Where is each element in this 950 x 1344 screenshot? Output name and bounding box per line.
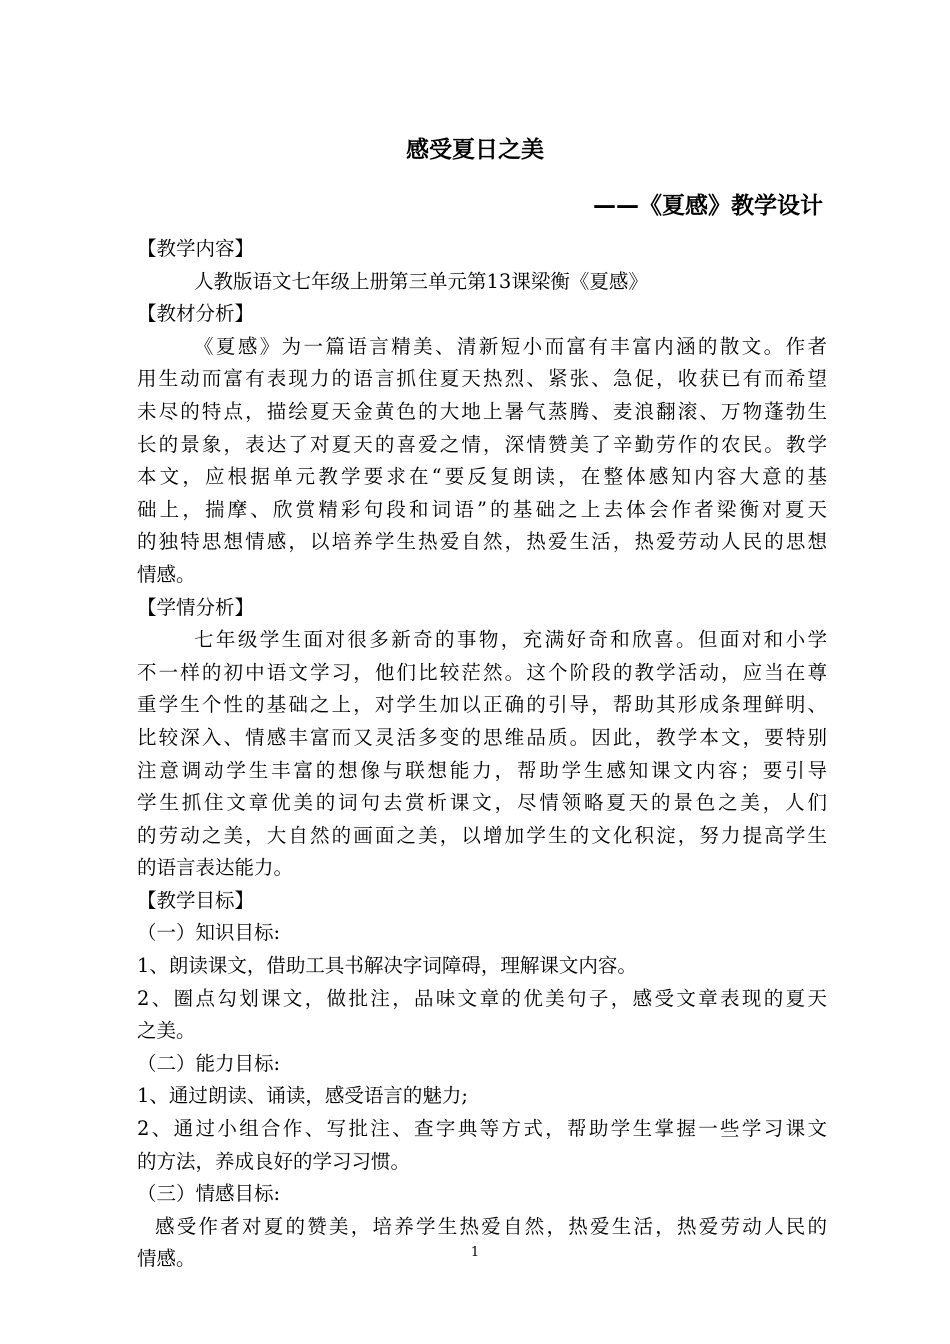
subsection-heading-emotion: （三）情感目标: <box>137 1182 281 1206</box>
section-heading-material-analysis: 【教材分析】 <box>137 302 255 326</box>
paragraph-line: 不一样的初中语文学习，他们比较茫然。这个阶段的教学活动，应当在尊 <box>137 660 827 684</box>
paragraph-line: 《夏感》为一篇语言精美、清新短小而富有丰富内涵的散文。作者 <box>194 334 827 358</box>
paragraph-line: 的语言表达能力。 <box>137 856 294 880</box>
document-title: 感受夏日之美 <box>406 137 544 163</box>
paragraph-line: 础上，揣摩、欣赏精彩句段和词语”的基础之上去体会作者梁衡对夏天 <box>137 497 827 521</box>
paragraph-line: 本文，应根据单元教学要求在“要反复朗读，在整体感知内容大意的基 <box>137 465 827 489</box>
subsection-heading-ability: （二）能力目标: <box>137 1051 281 1075</box>
list-item: 2、通过小组合作、写批注、查字典等方式，帮助学生掌握一些学习课文 <box>137 1117 827 1141</box>
paragraph-line: 学生抓住文章优美的词句去赏析课文，尽情领略夏天的景色之美，人们 <box>137 791 827 815</box>
paragraph-line: 重学生个性的基础之上，对学生加以正确的引导，帮助其形成条理鲜明、 <box>137 693 827 717</box>
paragraph-line: 比较深入、情感丰富而又灵活多变的思维品质。因此，教学本文，要特别 <box>137 725 827 749</box>
section-heading-teaching-goals: 【教学目标】 <box>137 888 255 912</box>
paragraph-line: 的劳动之美，大自然的画面之美，以增加学生的文化积淀，努力提高学生 <box>137 823 827 847</box>
paragraph-line: 用生动而富有表现力的语言抓住夏天热烈、紧张、急促，收获已有而希望 <box>137 367 827 391</box>
paragraph-line: 人教版语文七年级上册第三单元第13课梁衡《夏感》 <box>194 269 648 293</box>
document-subtitle: ——《夏感》教学设计 <box>593 193 823 219</box>
list-item: 2、圈点勾划课文，做批注，品味文章的优美句子，感受文章表现的夏天 <box>137 986 827 1010</box>
paragraph-line: 未尽的特点，描绘夏天金黄色的大地上暑气蒸腾、麦浪翻滚、万物蓬勃生 <box>137 399 827 423</box>
paragraph-line: 情感。 <box>137 562 196 586</box>
list-item: 1、朗读课文，借助工具书解决字词障碍，理解课文内容。 <box>137 954 637 978</box>
section-heading-learner-analysis: 【学情分析】 <box>137 595 255 619</box>
list-item-continuation: 的方法，养成良好的学习习惯。 <box>137 1149 411 1173</box>
paragraph-line: 感受作者对夏的赞美，培养学生热爱自然，热爱生活，热爱劳动人民的 <box>155 1214 827 1238</box>
document-body <box>137 233 827 1276</box>
paragraph-line: 情感。 <box>137 1247 196 1271</box>
paragraph-line: 七年级学生面对很多新奇的事物，充满好奇和欣喜。但面对和小学 <box>194 628 827 652</box>
section-heading-teaching-content: 【教学内容】 <box>137 237 255 260</box>
subsection-heading-knowledge: （一）知识目标: <box>137 921 281 945</box>
paragraph-line: 注意调动学生丰富的想像与联想能力，帮助学生感知课文内容；要引导 <box>137 758 827 782</box>
paragraph-line: 的独特思想情感，以培养学生热爱自然，热爱生活，热爱劳动人民的思想 <box>137 530 827 554</box>
page-number: 1 <box>470 1245 480 1260</box>
list-item: 1、通过朗读、诵读，感受语言的魅力; <box>137 1084 468 1108</box>
list-item-continuation: 之美。 <box>137 1019 196 1043</box>
paragraph-line: 长的景象，表达了对夏天的喜爱之情，深情赞美了辛勤劳作的农民。教学 <box>137 432 827 456</box>
